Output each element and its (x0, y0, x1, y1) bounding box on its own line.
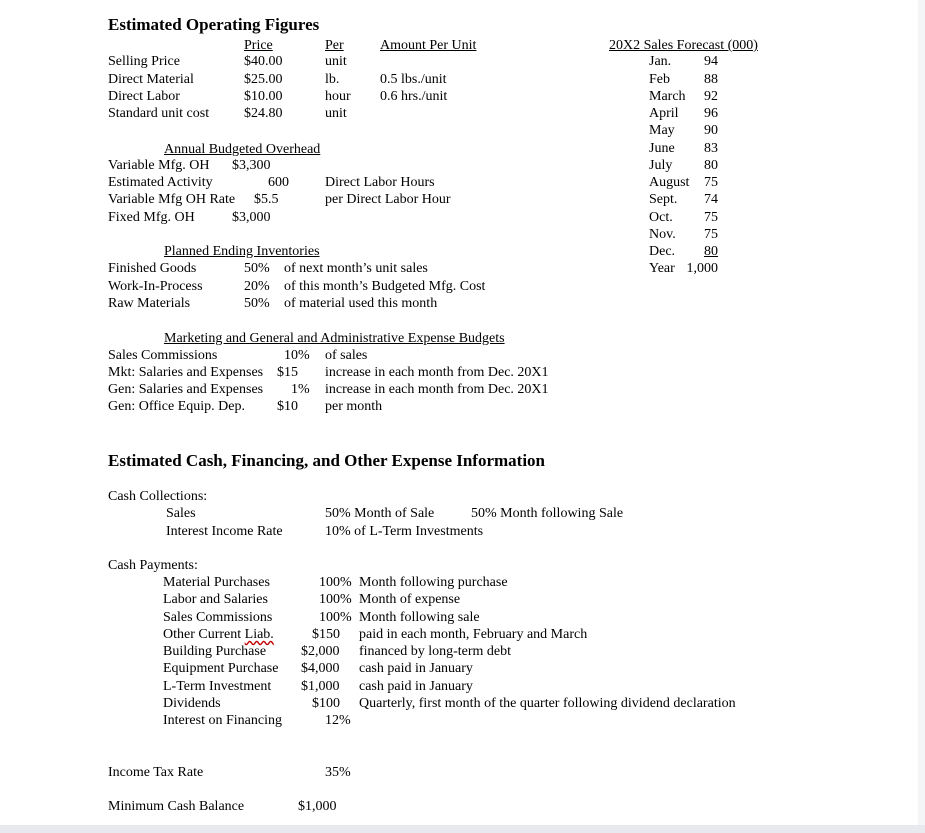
forecast-month: May (649, 123, 675, 138)
inventory-pct: 50% (244, 261, 270, 276)
page-edge (918, 0, 925, 833)
marketing-value: 10% (284, 348, 310, 363)
overhead-value: $5.5 (254, 192, 279, 207)
payment-label-text: Other Current (163, 627, 242, 642)
overhead-value: $3,000 (232, 210, 271, 225)
payment-value: $150 (312, 627, 340, 642)
inventories-title: Planned Ending Inventories (164, 244, 320, 259)
inventory-label: Work-In-Process (108, 279, 203, 294)
page-bottom-edge (0, 825, 925, 833)
forecast-value: 74 (704, 192, 718, 207)
payment-value: $2,000 (301, 644, 340, 659)
payment-value: 12% (325, 713, 351, 728)
forecast-value: 94 (704, 54, 718, 69)
payment-desc: cash paid in January (359, 679, 473, 694)
col-header-amount: Amount Per Unit (380, 38, 477, 53)
marketing-desc: per month (325, 399, 383, 414)
forecast-value: 80 (704, 158, 718, 173)
marketing-label: Mkt: Salaries and Expenses (108, 365, 264, 380)
col-header-price: Price (244, 38, 273, 53)
payment-label: L-Term Investment (163, 679, 272, 694)
payment-desc: financed by long-term debt (359, 644, 512, 659)
forecast-value: 92 (704, 89, 718, 104)
row-price: $25.00 (244, 72, 283, 87)
forecast-value: 83 (704, 141, 718, 156)
forecast-month: Sept. (649, 192, 678, 207)
marketing-label: Gen: Salaries and Expenses (108, 382, 264, 397)
col-header-per: Per (325, 38, 344, 53)
spellcheck-word: Liab. (244, 627, 274, 642)
forecast-month: June (649, 141, 675, 156)
interest-value: 10% of L-Term Investments (325, 524, 484, 539)
row-label: Direct Material (108, 72, 194, 87)
forecast-value: 96 (704, 106, 718, 121)
marketing-desc: increase in each month from Dec. 20X1 (325, 382, 549, 397)
interest-label: Interest Income Rate (166, 524, 283, 539)
overhead-label: Estimated Activity (108, 175, 213, 190)
forecast-month: August (649, 175, 690, 190)
payment-desc: paid in each month, February and March (359, 627, 588, 642)
payment-label: Dividends (163, 696, 221, 711)
forecast-total-label: Year (649, 261, 675, 276)
payment-label (163, 627, 274, 643)
min-cash-label: Minimum Cash Balance (108, 799, 245, 814)
payment-desc: Month following sale (359, 610, 480, 625)
overhead-note: per Direct Labor Hour (325, 192, 451, 207)
row-price: $40.00 (244, 54, 283, 69)
overhead-title: Annual Budgeted Overhead (164, 142, 321, 157)
per-unit-label: unit (325, 54, 347, 69)
forecast-month: Dec. (649, 244, 676, 259)
forecast-month: April (649, 106, 679, 121)
row-price: $24.80 (244, 106, 283, 121)
inventory-label: Raw Materials (108, 296, 191, 311)
payment-label: Interest on Financing (163, 713, 282, 728)
row-label: Selling Price (108, 54, 180, 69)
payment-value: 100% (319, 575, 352, 590)
payment-value: $100 (312, 696, 340, 711)
marketing-desc: increase in each month from Dec. 20X1 (325, 365, 549, 380)
payment-label: Material Purchases (163, 575, 270, 590)
payment-value: $1,000 (301, 679, 340, 694)
min-cash-value: $1,000 (298, 799, 337, 814)
forecast-month: Feb (649, 72, 670, 87)
inventory-desc: of next month’s unit sales (284, 261, 428, 276)
row-per: unit (325, 106, 347, 121)
overhead-label: Variable Mfg. OH (108, 158, 210, 173)
marketing-desc: of sales (325, 348, 368, 363)
payment-label: Sales Commissions (163, 610, 273, 625)
tax-label: Income Tax Rate (108, 765, 204, 780)
payment-desc: Month following purchase (359, 575, 508, 590)
inventory-desc: of material used this month (284, 296, 438, 311)
inventory-pct: 20% (244, 279, 270, 294)
row-per: hour (325, 89, 351, 104)
overhead-value: $3,300 (232, 158, 271, 173)
marketing-value: 1% (291, 382, 310, 397)
forecast-value: 75 (704, 210, 718, 225)
forecast-value: 90 (704, 123, 718, 138)
forecast-month: July (649, 158, 673, 173)
marketing-value: $15 (277, 365, 298, 380)
forecast-value: 75 (704, 227, 718, 242)
payment-label: Labor and Salaries (163, 592, 268, 607)
cash-collections-label: Cash Collections: (108, 489, 208, 504)
forecast-month: Nov. (649, 227, 676, 242)
inventory-desc: of this month’s Budgeted Mfg. Cost (284, 279, 486, 294)
cash-sales-label: Sales (166, 506, 196, 521)
forecast-title: 20X2 Sales Forecast (000) (609, 38, 758, 53)
row-amount: 0.6 hrs./unit (380, 89, 448, 104)
payment-desc: Month of expense (359, 592, 461, 607)
section-heading-operating: Estimated Operating Figures (108, 15, 320, 34)
forecast-value: 80 (704, 244, 718, 259)
row-amount: 0.5 lbs./unit (380, 72, 447, 87)
forecast-month: Jan. (649, 54, 672, 69)
marketing-value: $10 (277, 399, 298, 414)
row-label: Standard unit cost (108, 106, 210, 121)
cash-sales-b: 50% Month following Sale (471, 506, 624, 521)
tax-value: 35% (325, 765, 351, 780)
forecast-month: March (649, 89, 686, 104)
overhead-label: Variable Mfg OH Rate (108, 192, 236, 207)
cash-payments-label: Cash Payments: (108, 558, 198, 573)
inventory-pct: 50% (244, 296, 270, 311)
forecast-value: 88 (704, 72, 718, 87)
cash-sales-a: 50% Month of Sale (325, 506, 435, 521)
marketing-title: Marketing and General and Administrative Expense Budgets (164, 331, 505, 346)
overhead-note: Direct Labor Hours (325, 175, 435, 190)
row-price: $10.00 (244, 89, 283, 104)
row-per: lb. (325, 72, 340, 87)
payment-value: $4,000 (301, 661, 340, 676)
overhead-label: Fixed Mfg. OH (108, 210, 195, 225)
payment-desc: Quarterly, first month of the quarter following dividend declaration (359, 696, 736, 711)
payment-label: Equipment Purchase (163, 661, 279, 676)
inventory-label: Finished Goods (108, 261, 197, 276)
marketing-label: Sales Commissions (108, 348, 218, 363)
payment-value: 100% (319, 610, 352, 625)
payment-label: Building Purchase (163, 644, 267, 659)
forecast-month: Oct. (649, 210, 673, 225)
row-label: Direct Labor (108, 89, 180, 104)
forecast-value: 75 (704, 175, 718, 190)
payment-value: 100% (319, 592, 352, 607)
forecast-total: 1,000 (686, 261, 718, 276)
overhead-value: 600 (268, 175, 289, 190)
section-heading-cash: Estimated Cash, Financing, and Other Expense Information (108, 451, 546, 470)
marketing-label: Gen: Office Equip. Dep. (108, 399, 245, 414)
payment-desc: cash paid in January (359, 661, 473, 676)
